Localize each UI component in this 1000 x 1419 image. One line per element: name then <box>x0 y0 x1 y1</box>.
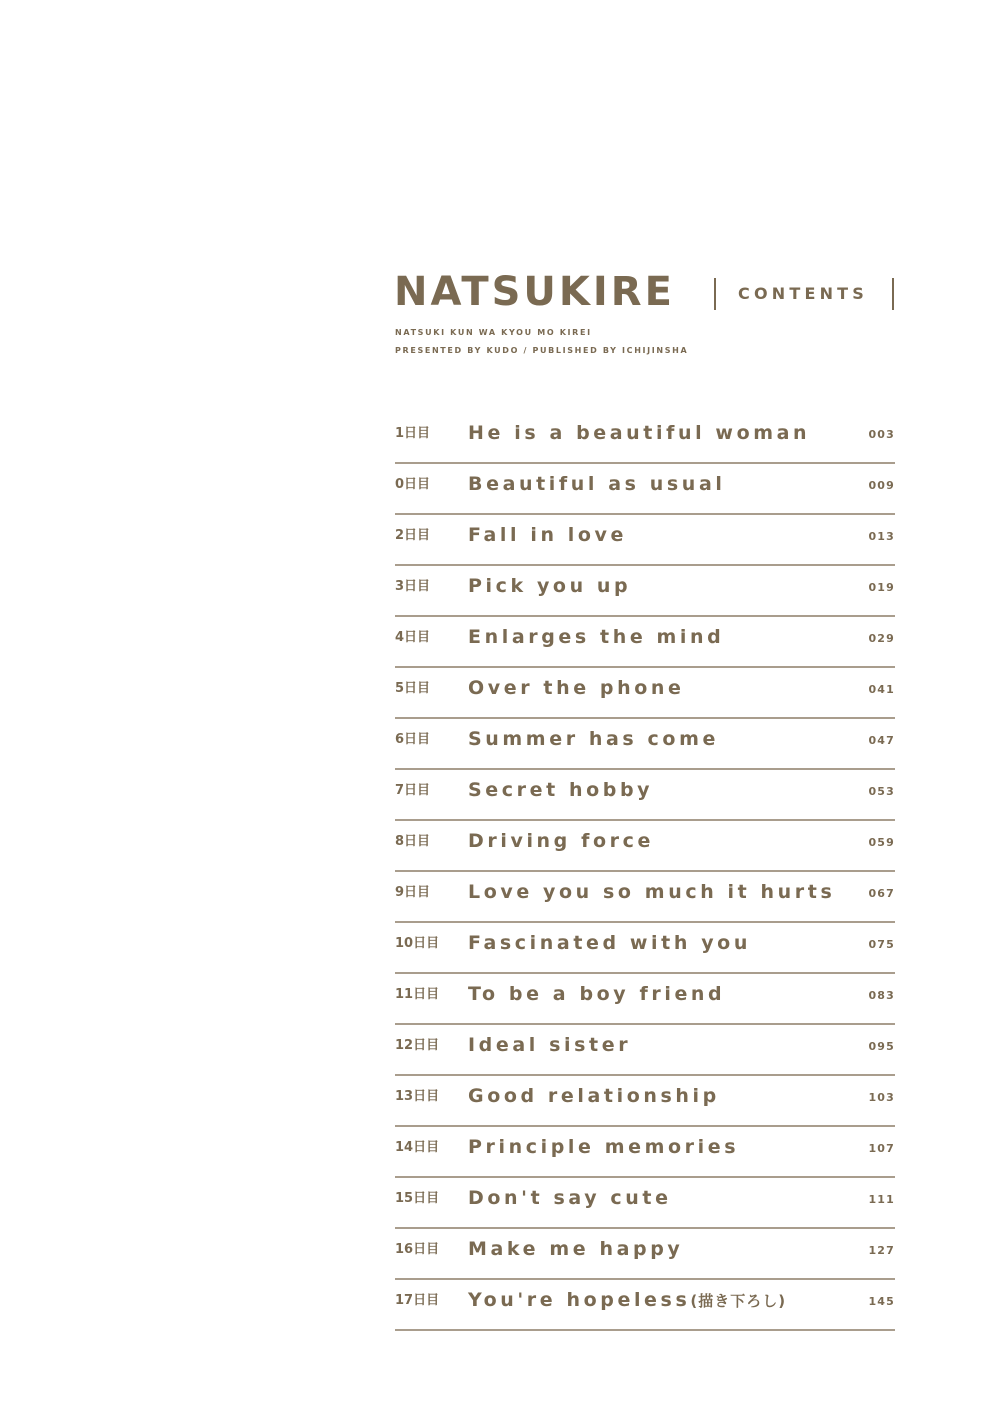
chapter-page-number: 067 <box>868 887 895 900</box>
chapter-title <box>468 574 631 598</box>
chapter-page-number: 047 <box>868 734 895 747</box>
chapter-title <box>468 472 725 496</box>
full-title-subtitle: NATSUKI KUN WA KYOU MO KIREI <box>395 328 592 337</box>
chapter-page-number: 083 <box>868 989 895 1002</box>
chapter-title-text: Over the phone <box>468 677 685 699</box>
toc-row <box>395 1280 895 1331</box>
chapter-title <box>468 880 835 904</box>
chapter-number: 15日目 <box>395 1191 440 1206</box>
chapter-title <box>468 829 654 853</box>
chapter-number: 4日目 <box>395 630 431 645</box>
chapter-title-text: Driving force <box>468 830 654 852</box>
chapter-title <box>468 1237 683 1261</box>
toc-row <box>395 1076 895 1127</box>
toc-row <box>395 1229 895 1280</box>
chapter-page-number: 111 <box>868 1193 895 1206</box>
chapter-number: 17日目 <box>395 1293 440 1308</box>
toc-row <box>395 770 895 821</box>
chapter-number: 0日目 <box>395 477 431 492</box>
chapter-title-text: Ideal sister <box>468 1034 632 1056</box>
book-title: NATSUKIRE <box>394 269 675 315</box>
toc-row <box>395 821 895 872</box>
table-of-contents <box>395 413 895 1331</box>
chapter-page-number: 019 <box>868 581 895 594</box>
toc-row <box>395 1178 895 1229</box>
chapter-title <box>468 727 719 751</box>
chapter-title-text: He is a beautiful woman <box>468 422 811 444</box>
chapter-title-text: Principle memories <box>468 1136 740 1158</box>
chapter-page-number: 041 <box>868 683 895 696</box>
chapter-title <box>468 625 724 649</box>
chapter-title-text: Make me happy <box>468 1238 684 1260</box>
chapter-page-number: 095 <box>868 1040 895 1053</box>
toc-row <box>395 1025 895 1076</box>
chapter-page-number: 075 <box>868 938 895 951</box>
header-divider-left <box>714 278 716 310</box>
chapter-page-number: 013 <box>868 530 895 543</box>
toc-row <box>395 413 895 464</box>
chapter-title-text: Love you so much it hurts <box>468 881 836 903</box>
chapter-title <box>468 1288 786 1313</box>
toc-row <box>395 872 895 923</box>
contents-label: CONTENTS <box>738 284 869 303</box>
chapter-title-text: Summer has come <box>468 728 719 750</box>
toc-row <box>395 1127 895 1178</box>
chapter-page-number: 103 <box>868 1091 895 1104</box>
chapter-title-text: You're hopeless <box>468 1289 691 1311</box>
chapter-title <box>468 1186 672 1210</box>
chapter-page-number: 029 <box>868 632 895 645</box>
chapter-number: 11日目 <box>395 987 440 1002</box>
chapter-title-note: (描き下ろし) <box>690 1292 787 1310</box>
chapter-number: 7日目 <box>395 783 431 798</box>
chapter-title <box>468 1033 631 1057</box>
chapter-page-number: 053 <box>868 785 895 798</box>
chapter-page-number: 003 <box>868 428 895 441</box>
chapter-title <box>468 1135 739 1159</box>
contents-header <box>394 269 896 315</box>
toc-row <box>395 668 895 719</box>
chapter-number: 5日目 <box>395 681 431 696</box>
chapter-page-number: 009 <box>868 479 895 492</box>
toc-row <box>395 617 895 668</box>
chapter-title-text: Pick you up <box>468 575 632 597</box>
chapter-title-text: Fascinated with you <box>468 932 751 954</box>
chapter-number: 10日目 <box>395 936 440 951</box>
credits-subtitle: PRESENTED BY KUDO / PUBLISHED BY ICHIJINSHA <box>395 346 689 355</box>
chapter-number: 6日目 <box>395 732 431 747</box>
chapter-title <box>468 523 627 547</box>
chapter-number: 8日目 <box>395 834 431 849</box>
chapter-page-number: 127 <box>868 1244 895 1257</box>
chapter-title-text: Enlarges the mind <box>468 626 725 648</box>
toc-row <box>395 719 895 770</box>
chapter-number: 13日目 <box>395 1089 440 1104</box>
chapter-title <box>468 778 653 802</box>
toc-row <box>395 923 895 974</box>
chapter-page-number: 059 <box>868 836 895 849</box>
chapter-number: 2日目 <box>395 528 431 543</box>
chapter-number: 14日目 <box>395 1140 440 1155</box>
chapter-title-text: Good relationship <box>468 1085 720 1107</box>
chapter-title <box>468 1084 720 1108</box>
chapter-title <box>468 982 725 1006</box>
chapter-title-text: Beautiful as usual <box>468 473 726 495</box>
chapter-number: 16日目 <box>395 1242 440 1257</box>
chapter-number: 12日目 <box>395 1038 440 1053</box>
chapter-title-text: Fall in love <box>468 524 628 546</box>
header-divider-right <box>892 278 894 310</box>
toc-row <box>395 566 895 617</box>
chapter-title-text: Secret hobby <box>468 779 654 801</box>
chapter-title-text: To be a boy friend <box>468 983 726 1005</box>
chapter-page-number: 107 <box>868 1142 895 1155</box>
chapter-number: 3日目 <box>395 579 431 594</box>
chapter-title <box>468 421 810 445</box>
chapter-number: 9日目 <box>395 885 431 900</box>
toc-row <box>395 974 895 1025</box>
chapter-title-text: Don't say cute <box>468 1187 672 1209</box>
chapter-page-number: 145 <box>868 1295 895 1308</box>
chapter-title <box>468 676 685 700</box>
chapter-title <box>468 931 751 955</box>
toc-row <box>395 515 895 566</box>
chapter-number: 1日目 <box>395 426 431 441</box>
toc-row <box>395 464 895 515</box>
